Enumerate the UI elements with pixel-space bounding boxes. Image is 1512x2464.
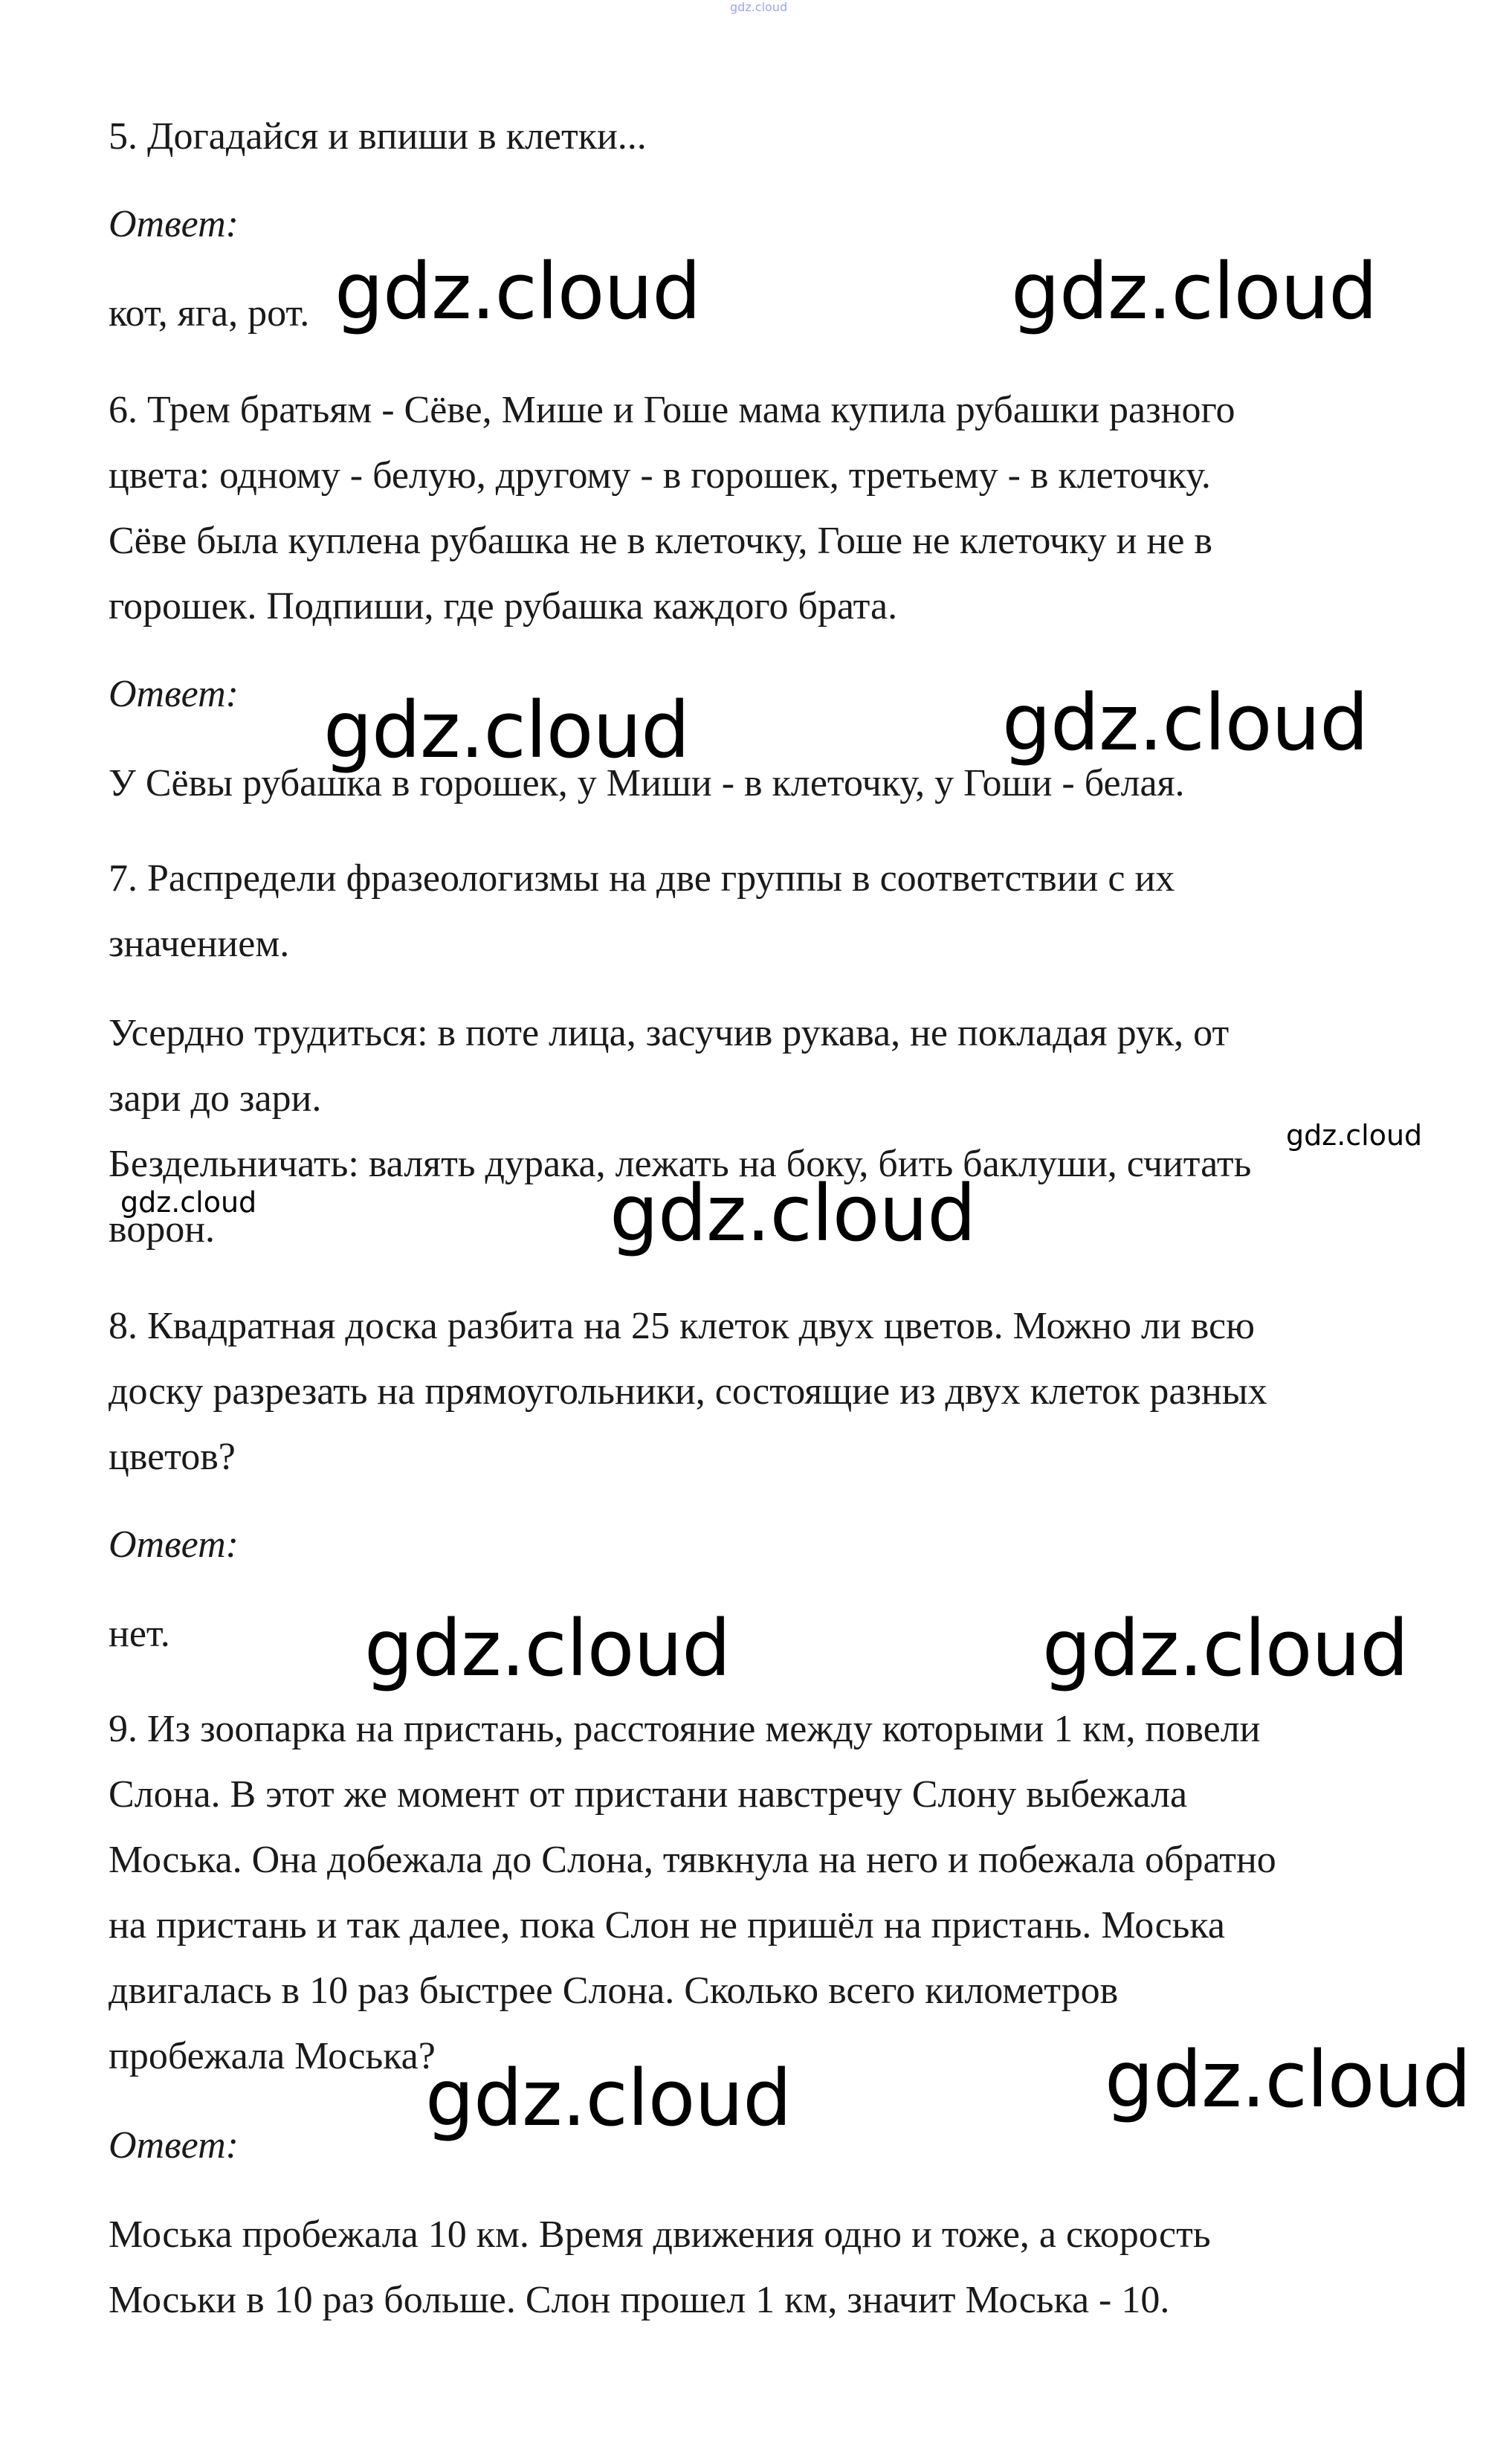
task6-question-line-3: Сёве была куплена рубашка не в клеточку, Гоше не клеточку и не в <box>109 520 1212 562</box>
watermark: gdz.cloud <box>364 1603 731 1694</box>
task7-question-line-2: значением. <box>109 923 290 965</box>
task9-question-line-2: Слона. В этот же момент от пристани навстречу Слону выбежала <box>109 1773 1188 1816</box>
task9-answer-line-2: Моськи в 10 раз больше. Слон прошел 1 км, значит Моська - 10. <box>109 2279 1170 2321</box>
watermark: gdz.cloud <box>425 2053 792 2144</box>
watermark-small: gdz.cloud <box>120 1186 257 1219</box>
task6-question-line-1: 6. Трем братьям - Сёве, Мише и Гоше мама купила рубашки разного <box>109 389 1235 431</box>
task9-question-line-5: двигалась в 10 раз быстрее Слона. Сколько всего километров <box>109 1970 1119 2012</box>
watermark: gdz.cloud <box>610 1168 976 1259</box>
watermark: gdz.cloud <box>1105 2034 1471 2125</box>
task9-question-line-3: Моська. Она добежала до Слона, тявкнула на него и побежала обратно <box>109 1839 1276 1881</box>
task9-answer-label: Ответ: <box>109 2124 239 2167</box>
task9-answer-line-1: Моська пробежала 10 км. Время движения одно и тоже, а скорость <box>109 2213 1211 2256</box>
task6-question-line-4: горошек. Подпиши, где рубашка каждого брата. <box>109 585 898 628</box>
task6-answer-label: Ответ: <box>109 673 239 715</box>
task8-answer: нет. <box>109 1613 170 1655</box>
watermark: gdz.cloud <box>1002 677 1369 768</box>
top-watermark: gdz.cloud <box>730 0 788 14</box>
watermark: gdz.cloud <box>335 246 701 337</box>
task8-question-line-2: доску разрезать на прямоугольники, состоящие из двух клеток разных <box>109 1370 1267 1413</box>
task8-question-line-1: 8. Квадратная доска разбита на 25 клеток двух цветов. Можно ли всю <box>109 1305 1255 1347</box>
watermark: gdz.cloud <box>323 685 690 775</box>
task7-answer-line-4: ворон. <box>109 1208 216 1251</box>
task8-question-line-3: цветов? <box>109 1436 236 1478</box>
task8-answer-label: Ответ: <box>109 1523 239 1566</box>
task7-answer-line-2: зари до зари. <box>109 1077 322 1120</box>
task6-question-line-2: цвета: одному - белую, другому - в горошек, третьему - в клеточку. <box>109 454 1211 497</box>
task9-question-line-1: 9. Из зоопарка на пристань, расстояние между которыми 1 км, повели <box>109 1708 1261 1750</box>
watermark-small: gdz.cloud <box>1286 1119 1423 1152</box>
task5-answer-label: Ответ: <box>109 203 239 245</box>
task9-question-line-4: на пристань и так далее, пока Слон не пришёл на пристань. Моська <box>109 1904 1225 1947</box>
task7-answer-line-1: Усердно трудиться: в поте лица, засучив рукава, не покладая рук, от <box>109 1012 1230 1054</box>
watermark: gdz.cloud <box>1011 246 1377 337</box>
task5-answer: кот, яга, рот. <box>109 292 310 335</box>
task7-answer-line-3: Бездельничать: валять дурака, лежать на боку, бить баклуши, считать <box>109 1143 1252 1185</box>
task5-question: 5. Догадайся и впиши в клетки... <box>109 115 647 158</box>
task9-question-line-6: пробежала Моська? <box>109 2035 436 2077</box>
task6-answer: У Сёвы рубашка в горошек, у Миши - в клеточку, у Гоши - белая. <box>109 762 1185 804</box>
watermark: gdz.cloud <box>1042 1603 1409 1694</box>
task7-question-line-1: 7. Распредели фразеологизмы на две группы в соответствии с их <box>109 857 1175 900</box>
